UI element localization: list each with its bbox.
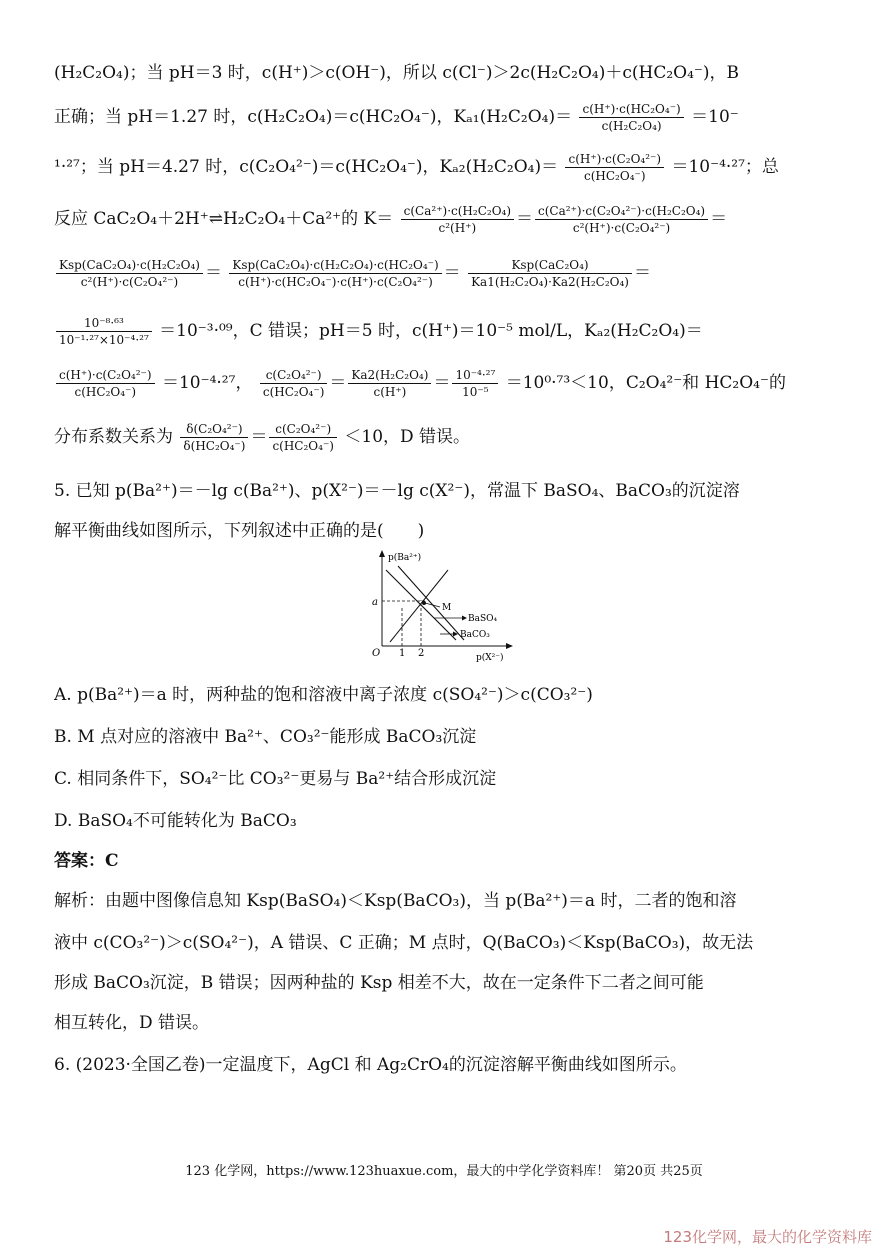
analysis-line-1: 解析：由题中图像信息知 Ksp(BaSO₄)＜Ksp(BaCO₃)，当 p(Ba²⁺)＝a 时，二者的饱和溶 — [54, 891, 737, 911]
fraction — [56, 258, 203, 289]
fraction — [401, 204, 514, 235]
fraction-numerator: c(H⁺)·c(C₂O₄²⁻) — [565, 152, 664, 168]
text-line-8: 分布系数关系为 $\frac{\text{δ(C₂O₄²⁻)}}{\text{δ(HC₂O₄⁻)}}$ ＝ $\frac{\text{c(C₂O₄²⁻)}}{\text{c(HC₂O₄⁻)}}$ ＜10，D 错误。 — [54, 422, 471, 453]
option-b: B. M 点对应的溶液中 Ba²⁺、CO₃²⁻能形成 BaCO₃沉淀 — [54, 727, 477, 747]
baco3-curve — [398, 566, 464, 640]
fraction-denominator: c(HC₂O₄⁻) — [272, 439, 334, 453]
text-line-5: $\frac{\text{Ksp(CaC₂O₄)·c(H₂C₂O₄)}}{\text{c²(H⁺)·c(C₂O₄²⁻)}}$ ＝ $\frac{\text{Ksp(CaC₂O₄)·c(H₂C₂O₄)·c(HC₂O₄⁻)}}{\text{c(H⁺)·c(HC₂O₄⁻)·c(H⁺)·c(C₂O₄²⁻)}}$ ＝ $\frac{\text{Ksp(CaC₂O₄)}}{\text{Ka1(H₂C₂O₄)·Ka2(H₂C₂O₄)}}$ ＝ — [54, 258, 834, 289]
text-segment: 正确；当 pH＝1.27 时，c(H₂C₂O₄)＝c(HC₂O₄⁻)，Kₐ₁(H₂C₂O₄)＝ — [54, 107, 573, 127]
y-tick-a: a — [372, 597, 378, 608]
m-arrow — [425, 603, 440, 607]
baso4-label: BaSO₄ — [468, 614, 498, 624]
text-segment: ＜10，D 错误。 — [344, 427, 471, 447]
text-segment: ＝10⁻⁴·²⁷；总 — [671, 157, 779, 177]
text-line-3 — [54, 152, 834, 183]
text-line-1: (H₂C₂O₄)；当 pH＝3 时，c(H⁺)＞c(OH⁻)，所以 c(Cl⁻)＞2c(H₂C₂O₄)＋c(HC₂O₄⁻)，B — [54, 63, 739, 83]
fraction-denominator: c(H⁺) — [373, 385, 407, 399]
fraction — [260, 368, 328, 399]
watermark: 123化学网，最大的化学资料库 — [663, 1228, 872, 1246]
text-segment: 反应 CaC₂O₄＋2H⁺⇌H₂C₂O₄＋Ca²⁺的 K＝ — [54, 209, 394, 229]
fraction-numerator: c(Ca²⁺)·c(C₂O₄²⁻)·c(H₂C₂O₄) — [535, 204, 708, 220]
fraction — [269, 422, 337, 453]
solubility-figure — [368, 548, 518, 668]
fraction-numerator: c(H⁺)·c(C₂O₄²⁻) — [56, 368, 155, 384]
page-footer: 123 化学网，https://www.123huaxue.com，最大的中学化学资料库！ 第20页 共25页 — [185, 1164, 703, 1179]
y-axis-arrow — [379, 550, 385, 557]
text-segment: ＝10⁻ — [691, 107, 739, 127]
text-line-4: 反应 CaC₂O₄＋2H⁺⇌H₂C₂O₄＋Ca²⁺的 K＝ $\frac{\text{c(Ca²⁺)·c(H₂C₂O₄)}}{\text{c²(H⁺)}}$ ＝ $\frac{\text{c(Ca²⁺)·c(C₂O₄²⁻)·c(H₂C₂O₄)}}{\text{c²(H⁺)·c(C₂O₄²⁻)}}$ ＝ — [54, 204, 728, 235]
m-label: M — [442, 603, 452, 613]
text-line-6 — [54, 316, 834, 347]
option-d: D. BaSO₄不可能转化为 BaCO₃ — [54, 811, 297, 831]
fraction — [180, 422, 248, 453]
fraction-denominator: c²(H⁺)·c(C₂O₄²⁻) — [572, 221, 671, 235]
x-tick-1: 1 — [399, 648, 406, 659]
analysis-line-2: 液中 c(CO₃²⁻)＞c(SO₄²⁻)，A 错误、C 正确；M 点时，Q(BaCO₃)＜Ksp(BaCO₃)，故无法 — [54, 933, 754, 953]
text-line-7: $\frac{\text{c(H⁺)·c(C₂O₄²⁻)}}{\text{c(HC₂O₄⁻)}}$ ＝10⁻⁴·²⁷， $\frac{\text{c(C₂O₄²⁻)}}{\text{c(HC₂O₄⁻)}}$ ＝ $\frac{\text{Ka2(H₂C₂O₄)}}{c(H^+)}$ ＝ $\frac{\text{10⁻⁴·²⁷}}{\text{10⁻⁵}}$ ＝10⁰·⁷³＜10，C₂O₄²⁻和 HC₂O₄⁻的 — [54, 368, 834, 399]
fraction — [348, 368, 431, 399]
fraction-numerator: c(H⁺)·c(HC₂O₄⁻) — [579, 102, 683, 118]
fraction-numerator: 10⁻⁴·²⁷ — [452, 368, 498, 384]
cross-line — [390, 570, 448, 642]
x-axis-label: p(X²⁻) — [476, 653, 504, 663]
origin-label: O — [372, 648, 381, 659]
fraction-numerator: 10⁻⁸·⁶³ — [56, 316, 152, 332]
analysis-line-4: 相互转化，D 错误。 — [54, 1013, 210, 1033]
fraction-numerator: Ksp(CaC₂O₄) — [468, 258, 632, 274]
baco3-label: BaCO₃ — [460, 630, 490, 640]
fraction-numerator: Ksp(CaC₂O₄)·c(H₂C₂O₄)·c(HC₂O₄⁻) — [229, 258, 441, 274]
fraction-denominator: Ka1(H₂C₂O₄)·Ka2(H₂C₂O₄) — [471, 275, 629, 289]
fraction-numerator: δ(C₂O₄²⁻) — [180, 422, 248, 438]
question-5-line-2: 解平衡曲线如图所示，下列叙述中正确的是( ) — [54, 521, 425, 541]
fraction-numerator: Ka2(H₂C₂O₄) — [348, 368, 431, 384]
fraction-denominator: c(H₂C₂O₄) — [601, 119, 662, 133]
fraction-denominator: c²(H⁺) — [438, 221, 477, 235]
option-c: C. 相同条件下，SO₄²⁻比 CO₃²⁻更易与 Ba²⁺结合形成沉淀 — [54, 769, 497, 789]
fraction — [565, 152, 664, 183]
fraction-numerator: c(C₂O₄²⁻) — [260, 368, 328, 384]
fraction — [535, 204, 708, 235]
question-6: 6. (2023·全国乙卷)一定温度下，AgCl 和 Ag₂CrO₄的沉淀溶解平衡曲线如图所示。 — [54, 1055, 687, 1075]
fraction — [452, 368, 498, 399]
text-segment: ＝10⁰·⁷³＜10，C₂O₄²⁻和 HC₂O₄⁻的 — [505, 373, 786, 393]
fraction-denominator: c(H⁺)·c(HC₂O₄⁻)·c(H⁺)·c(C₂O₄²⁻) — [238, 275, 433, 289]
text-segment: ¹·²⁷；当 pH＝4.27 时，c(C₂O₄²⁻)＝c(HC₂O₄⁻)，Kₐ₂(H₂C₂O₄)＝ — [54, 157, 559, 177]
baso4-arrowhead — [462, 616, 467, 621]
fraction — [56, 316, 152, 347]
fraction-numerator: c(Ca²⁺)·c(H₂C₂O₄) — [401, 204, 514, 220]
fraction-numerator: c(C₂O₄²⁻) — [269, 422, 337, 438]
analysis-line-3: 形成 BaCO₃沉淀，B 错误；因两种盐的 Ksp 相差不大，故在一定条件下二者之间可能 — [54, 973, 704, 993]
fraction-numerator: Ksp(CaC₂O₄)·c(H₂C₂O₄) — [56, 258, 203, 274]
fraction-denominator: c²(H⁺)·c(C₂O₄²⁻) — [80, 275, 179, 289]
fraction — [579, 102, 683, 133]
fraction-denominator: c(HC₂O₄⁻) — [262, 385, 325, 399]
fraction-denominator: δ(HC₂O₄⁻) — [183, 439, 246, 453]
x-tick-2: 2 — [418, 648, 425, 659]
option-a: A. p(Ba²⁺)＝a 时，两种盐的饱和溶液中离子浓度 c(SO₄²⁻)＞c(CO₃²⁻) — [54, 685, 593, 705]
fraction-denominator: c(HC₂O₄⁻) — [584, 169, 646, 183]
question-5-line-1: 5. 已知 p(Ba²⁺)＝－lg c(Ba²⁺)、p(X²⁻)＝－lg c(X²⁻)，常温下 BaSO₄、BaCO₃的沉淀溶 — [54, 481, 740, 501]
fraction — [56, 368, 155, 399]
answer: 答案：C — [54, 851, 119, 871]
fraction-denominator: 10⁻⁵ — [462, 385, 489, 399]
text-segment: 分布系数关系为 — [54, 427, 173, 447]
text-segment: ＝10⁻⁴·²⁷， — [161, 373, 253, 393]
text-segment: ＝10⁻³·⁰⁹，C 错误；pH＝5 时，c(H⁺)＝10⁻⁵ mol/L，Kₐ₂(H₂C₂O₄)＝ — [159, 321, 703, 341]
x-axis-arrow — [506, 643, 513, 649]
text-line-2 — [54, 102, 834, 133]
fraction — [229, 258, 441, 289]
y-axis-label: p(Ba²⁺) — [388, 553, 422, 563]
fraction-denominator: c(HC₂O₄⁻) — [74, 385, 137, 399]
fraction — [468, 258, 632, 289]
fraction-denominator: 10⁻¹·²⁷×10⁻⁴·²⁷ — [59, 333, 149, 347]
